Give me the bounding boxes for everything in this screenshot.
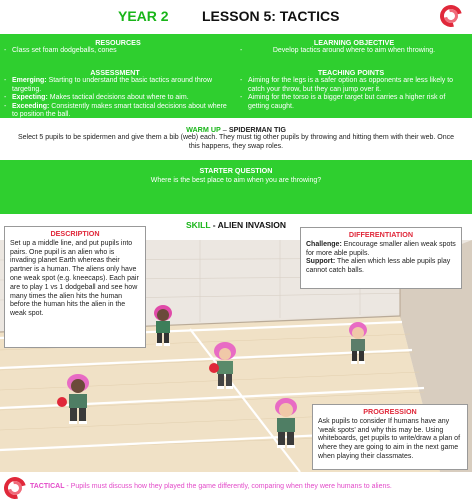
starter-question-title: STARTER QUESTION [199,166,273,175]
progression-box [312,404,468,470]
warm-up-title: WARM UP – SPIDERMAN TIG [186,125,286,134]
objective-item: - Develop tactics around where to aim when throwing. [236,47,472,56]
resources-item: - Class set foam dodgeballs, cones [0,47,236,56]
teaching-point: - Aiming for the legs is a safer option as opponents are less likely to catch your throw, but they can jump over it. [236,77,466,94]
assessment-item: - Expecting: Makes tactical decisions about where to aim. [0,94,230,103]
differentiation-challenge: Challenge: Encourage smaller alien weak spots for more able pupils. [306,240,456,257]
footer-tactical-note: TACTICAL - Pupils must discuss how they played the game differently, comparing when they were humans to aliens. [30,483,392,490]
brand-logo-icon [440,5,462,27]
warm-up-section [0,122,472,156]
header [0,0,472,32]
resources-title: RESOURCES [95,38,141,47]
description-text: Set up a middle line, and put pupils into pairs. One pupil is an alien who is invading planet Earth whereas their partner is a human. The aliens only have one weak spot (e.g. kneecaps). Each pair are to play 1 vs 1 dodgeball and see how many times the alien hits the human before the human hits the alien in the weak spot. [10,239,139,318]
assessment-title: ASSESSMENT [90,68,140,77]
starter-question-text: Where is the best place to aim when you are throwing? [150,177,322,184]
teaching-points-section [236,68,472,111]
resources-section [0,38,236,56]
starter-question-section [0,160,472,214]
teaching-points-title: TEACHING POINTS [317,68,385,77]
objective-title: LEARNING OBJECTIVE [313,38,395,47]
assessment-item: - Exceeding: Consistently makes smart tactical decisions about where to position the ball. [0,103,230,120]
pupil-figure [343,320,373,366]
description-box [4,226,146,348]
differentiation-title: DIFFERENTIATION [348,230,414,239]
pupil-figure [208,340,242,392]
pupil-figure [268,396,304,452]
progression-title: PROGRESSION [363,407,417,416]
pupil-figure [56,372,96,428]
brand-logo-icon [4,477,26,499]
progression-text: Ask pupils to consider If humans have any 'weak spots' and why this may be. Using whiteboards, get pupils to write/draw a plan of where they are going to aim in the next game when playing their classmates. [318,417,461,460]
teaching-point: - Aiming for the torso is a bigger target but carries a higher risk of getting caught. [236,94,466,111]
assessment-item: - Emerging: Starting to understand the basic tactics around throw targeting. [0,77,230,94]
differentiation-support: Support: The alien which less able pupils play cannot catch balls. [306,258,451,275]
year-label: YEAR 2 [118,8,169,24]
differentiation-box [300,227,462,289]
warm-up-text: Select 5 pupils to be spidermen and give them a bib (web) each. They must tig other pupils by throwing and hitting them with their web. Once this happens, they swap roles. [17,134,455,150]
skill-title: SKILL - ALIEN INVASION [186,220,286,230]
description-title: DESCRIPTION [50,229,100,238]
lesson-title: LESSON 5: TACTICS [202,8,340,24]
footer [0,474,472,500]
objective-section [236,38,472,56]
pupil-figure [148,302,178,348]
lesson-info-panel [0,34,472,118]
gym-hall-illustration [0,229,472,472]
assessment-section [0,68,236,120]
